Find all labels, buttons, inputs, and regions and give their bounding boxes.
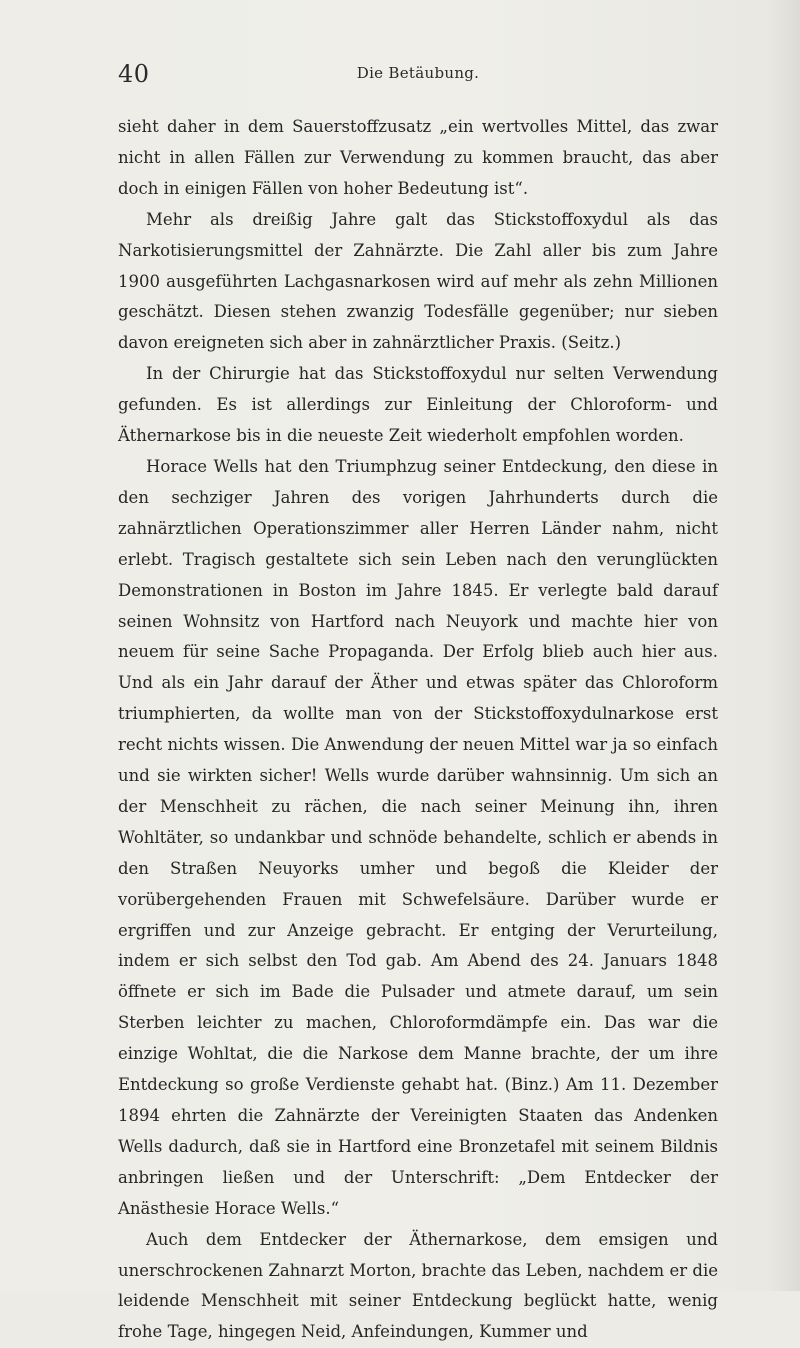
paragraph-morton: Auch dem Entdecker der Äthernarkose, dem emsigen und unerschrockenen Zahnarzt Morton, brachte das Leben, nachdem er die leidende Menschheit mit seiner Entdeckung beglückt hatte, wenig frohe Tage, hingegen Neid, Anfeindungen, Kummer und bbox=[118, 1229, 718, 1342]
running-head bbox=[118, 60, 718, 90]
running-title: Die Betäubung. bbox=[356, 64, 480, 82]
paragraph-stickstoffoxydul-zahnaerzte: Mehr als dreißig Jahre galt das Stickstoffoxydul als das Narkotisierungsmittel der Zahnärzte. Die Zahl aller bis zum Jahre 1900 ausgeführten Lachgasnarkosen wird auf mehr als zehn Millionen geschätzt. Diesen stehen zwanzig Todesfälle gegenüber; nur sieben davon ereigneten sich aber in zahnärztlicher Praxis. (Seitz.) bbox=[118, 209, 718, 353]
page-number: 40 bbox=[118, 60, 150, 88]
paragraph-chirurgie: In der Chirurgie hat das Stickstoffoxydul nur selten Verwendung gefunden. Es ist allerdings zur Einleitung der Chloroform- und Äthernarkose bis in die neueste Zeit wiederholt empfohlen worden. bbox=[118, 364, 718, 446]
paragraph-horace-wells: Horace Wells hat den Triumphzug seiner Entdeckung, den diese in den sechziger Jahren des vorigen Jahrhunderts durch die zahnärztlichen Operationszimmer aller Herren Länder nahm, nicht erlebt. Tragisch gestaltete sich sein Leben nach den verunglückten Demonstrationen in Boston im Jahre 1845. Er verlegte bald darauf seinen Wohnsitz von Hartford nach Neuyork und machte hier von neuem für seine Sache Propaganda. Der Erfolg blieb auch hier aus. Und als ein Jahr darauf der Äther und etwas später das Chloroform triumphierten, da wollte man von der Stickstoffoxydulnarkose erst recht nichts wissen. Die Anwendung der neuen Mittel war ja so einfach und sie wirkten sicher! Wells wurde darüber wahnsinnig. Um sich an der Menschheit zu rächen, die nach seiner Meinung ihn, ihren Wohltäter, so undankbar und schnöde behandelte, schlich er abends in den Straßen Neuyorks umher und begoß die Kleider der vorübergehenden Frauen mit Schwefelsäure. Darüber wurde er ergriffen und zur Anzeige gebracht. Er entging der Verurteilung, indem er sich selbst den Tod gab. Am Abend des 24. Januars 1848 öffnete er sich im Bade die Pulsader und atmete darauf, um sein Sterben leichter zu machen, Chloroformdämpfe ein. Das war die einzige Wohltat, die die Narkose dem Manne brachte, der um ihre Entdeckung so große Verdienste gehabt hat. (Binz.) Am 11. Dezember 1894 ehrten die Zahnärzte der Vereinigten Staaten das Andenken Wells dadurch, daß sie in Hartford eine Bronzetafel mit seinem Bildnis anbringen ließen und der Unterschrift: „Dem Entdecker der Anästhesie Horace Wells.“ bbox=[118, 456, 718, 1218]
body-text bbox=[118, 112, 718, 1348]
paragraph-continuation: sieht daher in dem Sauerstoffzusatz „ein wertvolles Mittel, das zwar nicht in allen Fällen zur Verwendung zu kommen braucht, das aber doch in einigen Fällen von hoher Bedeutung ist“. bbox=[118, 117, 718, 198]
